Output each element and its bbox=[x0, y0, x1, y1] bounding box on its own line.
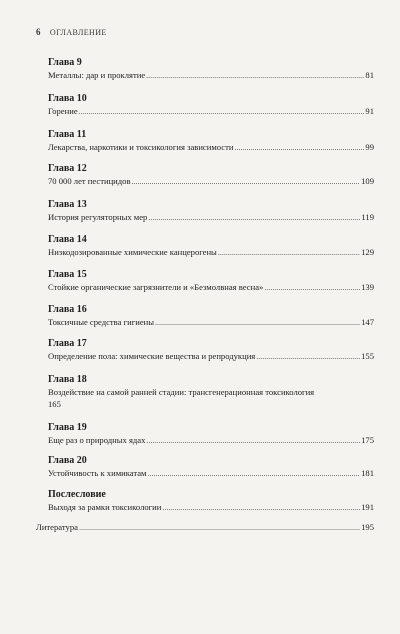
toc-entry bbox=[36, 521, 374, 533]
chapter-title: Токсичные средства гигиены bbox=[48, 317, 155, 327]
toc-chapter-19 bbox=[48, 422, 374, 446]
toc-chapter-12 bbox=[48, 163, 374, 187]
dot-leader bbox=[146, 70, 364, 82]
chapter-title: Устойчивость к химикатам bbox=[48, 468, 147, 478]
dot-leader bbox=[162, 502, 360, 514]
chapter-title: Металлы: дар и проклятие bbox=[48, 70, 146, 80]
toc-entry bbox=[48, 386, 374, 410]
toc-chapter-13 bbox=[48, 199, 374, 223]
toc-entry bbox=[48, 281, 374, 293]
dot-leader bbox=[147, 468, 360, 480]
toc-entry bbox=[48, 175, 374, 187]
chapter-label: Глава 11 bbox=[48, 129, 87, 140]
dot-leader bbox=[132, 176, 361, 188]
toc-chapter-14 bbox=[48, 234, 374, 258]
toc-entry bbox=[48, 211, 374, 223]
toc-afterword bbox=[48, 489, 374, 513]
toc-chapter-18 bbox=[48, 374, 374, 410]
chapter-title: Горение bbox=[48, 106, 78, 116]
chapter-label: Глава 19 bbox=[48, 422, 87, 433]
chapter-page: 81 bbox=[365, 70, 374, 80]
literature-title: Литература bbox=[36, 522, 78, 532]
chapter-page: 129 bbox=[361, 247, 374, 257]
chapter-title: Определение пола: химические вещества и репродукция bbox=[48, 351, 256, 361]
chapter-title: Низкодозированные химические канцерогены bbox=[48, 247, 217, 257]
toc-chapter-11 bbox=[48, 129, 374, 153]
dot-leader bbox=[79, 106, 365, 118]
chapter-label: Глава 14 bbox=[48, 234, 87, 245]
chapter-page: 165 bbox=[48, 399, 61, 409]
literature-page: 195 bbox=[361, 522, 374, 532]
dot-leader bbox=[146, 435, 360, 447]
chapter-label: Глава 9 bbox=[48, 57, 82, 68]
chapter-label: Послесловие bbox=[48, 489, 106, 500]
toc-entry bbox=[48, 350, 374, 362]
section-title: ОГЛАВЛЕНИЕ bbox=[49, 28, 107, 37]
chapter-title: История регуляторных мер bbox=[48, 212, 148, 222]
toc-entry bbox=[48, 467, 374, 479]
toc-chapter-16 bbox=[48, 304, 374, 328]
chapter-page: 147 bbox=[361, 317, 374, 327]
running-head bbox=[36, 27, 107, 37]
dot-leader bbox=[155, 317, 360, 329]
chapter-title: Воздействие на самой ранней стадии: трансгенерационная токсикология bbox=[48, 387, 315, 397]
chapter-label: Глава 17 bbox=[48, 338, 87, 349]
chapter-page: 191 bbox=[361, 502, 374, 512]
page-number: 6 bbox=[36, 27, 41, 37]
chapter-label: Глава 20 bbox=[48, 455, 87, 466]
dot-leader bbox=[234, 142, 364, 154]
toc-entry bbox=[48, 141, 374, 153]
chapter-label: Глава 15 bbox=[48, 269, 87, 280]
toc-chapter-10 bbox=[48, 93, 374, 117]
chapter-page: 181 bbox=[361, 468, 374, 478]
chapter-page: 91 bbox=[365, 106, 374, 116]
toc-entry bbox=[48, 105, 374, 117]
chapter-page: 175 bbox=[361, 435, 374, 445]
toc-chapter-17 bbox=[48, 338, 374, 362]
chapter-title: Лекарства, наркотики и токсикология зависимости bbox=[48, 142, 234, 152]
dot-leader bbox=[256, 351, 360, 363]
toc-entry bbox=[48, 246, 374, 258]
chapter-title: Выходя за рамки токсикологии bbox=[48, 502, 162, 512]
chapter-label: Глава 12 bbox=[48, 163, 87, 174]
chapter-title: Еще раз о природных ядах bbox=[48, 435, 146, 445]
toc-chapter-15 bbox=[48, 269, 374, 293]
chapter-page: 119 bbox=[361, 212, 374, 222]
chapter-title: Стойкие органические загрязнители и «Безмолвная весна» bbox=[48, 282, 264, 292]
chapter-page: 139 bbox=[361, 282, 374, 292]
toc-chapter-9 bbox=[48, 57, 374, 81]
chapter-page: 109 bbox=[361, 176, 374, 186]
dot-leader bbox=[148, 212, 360, 224]
chapter-page: 99 bbox=[365, 142, 374, 152]
toc-entry bbox=[48, 316, 374, 328]
chapter-title: 70 000 лет пестицидов bbox=[48, 176, 131, 186]
toc-entry bbox=[48, 69, 374, 81]
toc-entry bbox=[48, 501, 374, 513]
toc-entry bbox=[48, 434, 374, 446]
toc-chapter-20 bbox=[48, 455, 374, 479]
toc-literature bbox=[36, 521, 374, 533]
dot-leader bbox=[218, 247, 360, 259]
chapter-label: Глава 18 bbox=[48, 374, 87, 385]
chapter-label: Глава 16 bbox=[48, 304, 87, 315]
dot-leader bbox=[79, 522, 360, 534]
dot-leader bbox=[264, 282, 360, 294]
chapter-label: Глава 10 bbox=[48, 93, 87, 104]
chapter-page: 155 bbox=[361, 351, 374, 361]
chapter-label: Глава 13 bbox=[48, 199, 87, 210]
